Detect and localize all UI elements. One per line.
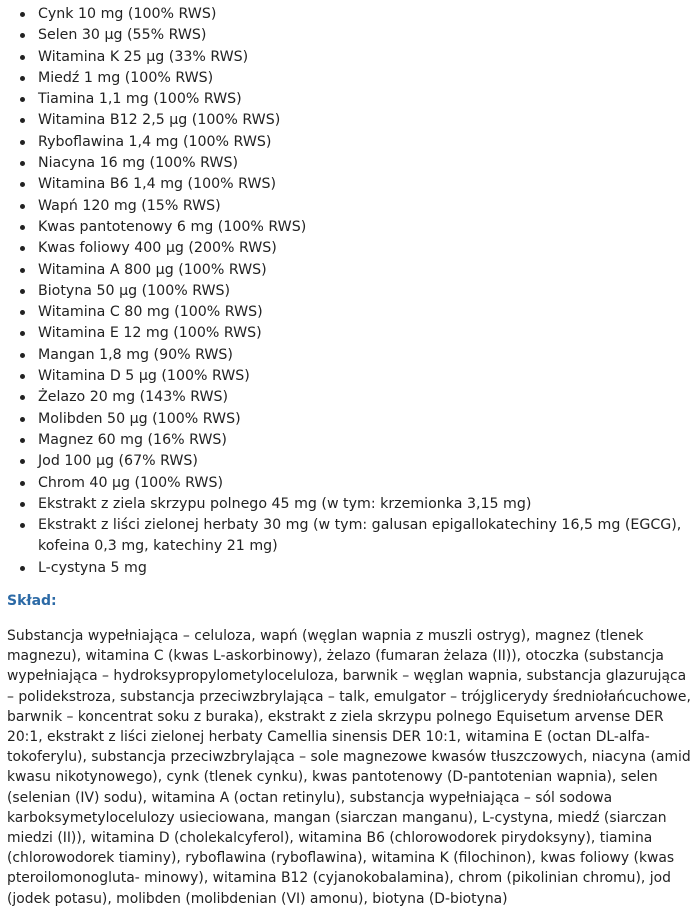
composition-heading: Skład:	[7, 593, 57, 610]
list-item: Tiamina 1,1 mg (100% RWS)	[7, 89, 694, 110]
list-item: Cynk 10 mg (100% RWS)	[7, 4, 694, 25]
list-item: Chrom 40 µg (100% RWS)	[7, 473, 694, 494]
list-item: Molibden 50 µg (100% RWS)	[7, 409, 694, 430]
list-item: Ekstrakt z ziela skrzypu polnego 45 mg (w tym: krzemionka 3,15 mg)	[7, 494, 694, 515]
list-item: Miedź 1 mg (100% RWS)	[7, 68, 694, 89]
list-item: Witamina B12 2,5 µg (100% RWS)	[7, 110, 694, 131]
list-item: Mangan 1,8 mg (90% RWS)	[7, 345, 694, 366]
list-item: Magnez 60 mg (16% RWS)	[7, 430, 694, 451]
ingredients-list	[7, 4, 694, 579]
list-item: Biotyna 50 µg (100% RWS)	[7, 281, 694, 302]
list-item: Kwas foliowy 400 µg (200% RWS)	[7, 238, 694, 259]
list-item: Witamina A 800 µg (100% RWS)	[7, 260, 694, 281]
list-item: Witamina K 25 µg (33% RWS)	[7, 47, 694, 68]
list-item: Niacyna 16 mg (100% RWS)	[7, 153, 694, 174]
list-item: Witamina B6 1,4 mg (100% RWS)	[7, 174, 694, 195]
list-item: L-cystyna 5 mg	[7, 558, 694, 579]
list-item: Witamina D 5 µg (100% RWS)	[7, 366, 694, 387]
list-item: Selen 30 µg (55% RWS)	[7, 25, 694, 46]
list-item: Wapń 120 mg (15% RWS)	[7, 196, 694, 217]
list-item: Kwas pantotenowy 6 mg (100% RWS)	[7, 217, 694, 238]
composition-text: Substancja wypełniająca – celuloza, wapń (węglan wapnia z muszli ostryg), magnez (tlenek magnezu), witamina C (kwas L-askorbinowy), żelazo (fumaran żelaza (II)), otoczka (substancja wypełniająca – hydroksypropylometyloceluloza, barwnik – węglan wapnia, substancja glazurująca – polidekstroza, substancja przeciwzbrylająca – talk, emulgator – trójglicerydy średniołańcuchowe, barwnik – koncentrat soku z buraka), ekstrakt z ziela skrzypu polnego Equisetum arvense DER 20:1, ekstrakt z liści zielonej herbaty Camellia sinensis DER 10:1, witamina E (octan DL-alfa-tokoferylu), substancja przeciwzbrylająca – sole magnezowe kwasów tłuszczowych, niacyna (amid kwasu nikotynowego), cynk (tlenek cynku), kwas pantotenowy (D-pantotenian wapnia), selen (selenian (IV) sodu), witamina A (octan retinylu), substancja wypełniająca – sól sodowa karboksymetylocelulozy usieciowana, mangan (siarczan manganu), L-cystyna, miedź (siarczan miedzi (II)), witamina D (cholekalcyferol), witamina B6 (chlorowodorek pirydoksyny), tiamina (chlorowodorek tiaminy), ryboflawina (ryboflawina), witamina K (filochinon), kwas foliowy (kwas pteroilomonogluta- minowy), witamina B12 (cyjanokobalamina), chrom (pikolinian chromu), jod (jodek potasu), molibden (molibdenian (VI) amonu), biotyna (D-biotyna)	[7, 628, 691, 907]
list-item: Witamina C 80 mg (100% RWS)	[7, 302, 694, 323]
list-item: Ryboflawina 1,4 mg (100% RWS)	[7, 132, 694, 153]
list-item: Żelazo 20 mg (143% RWS)	[7, 387, 694, 408]
list-item: Witamina E 12 mg (100% RWS)	[7, 323, 694, 344]
list-item: Jod 100 µg (67% RWS)	[7, 451, 694, 472]
list-item: Ekstrakt z liści zielonej herbaty 30 mg (w tym: galusan epigallokatechiny 16,5 mg (EGCG), kofeina 0,3 mg, katechiny 21 mg)	[7, 515, 694, 558]
